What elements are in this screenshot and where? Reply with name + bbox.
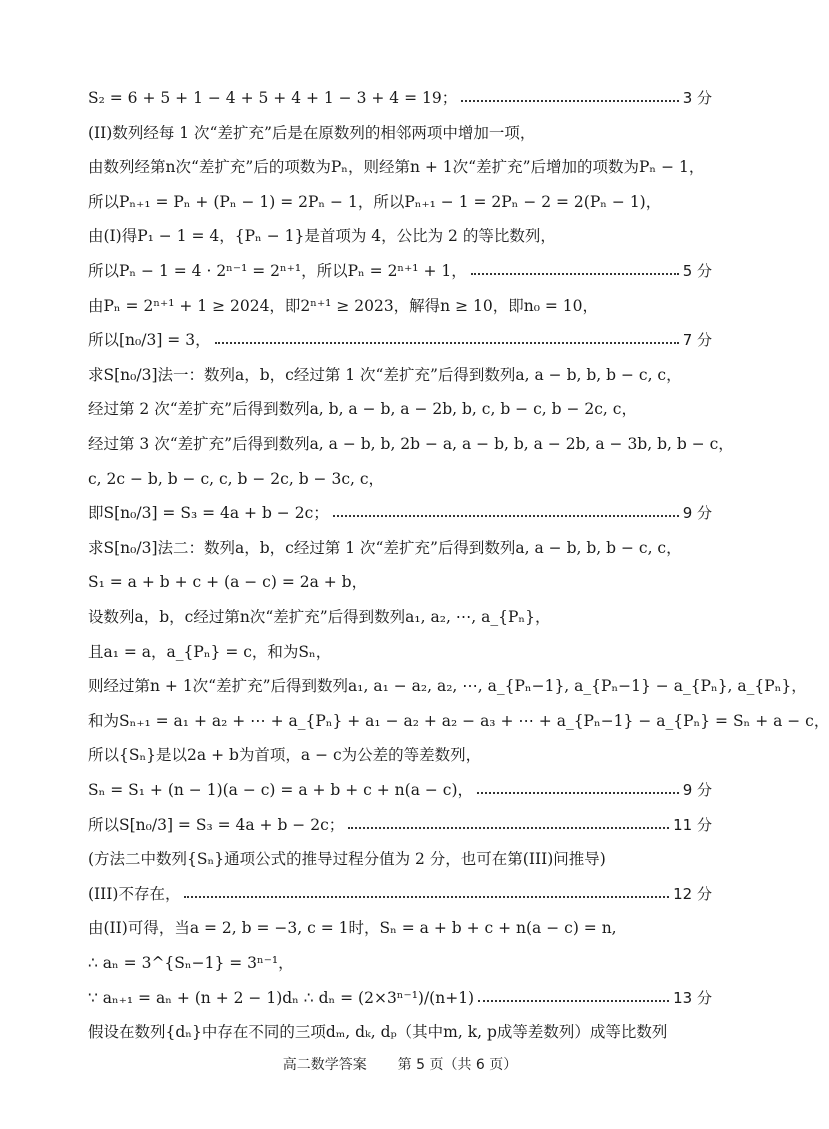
solution-line-text: 所以Pₙ₊₁ = Pₙ + (Pₙ − 1) = 2Pₙ − 1，所以Pₙ₊₁ − 1 = 2Pₙ − 2 = 2(Pₙ − 1)， [88, 192, 662, 211]
score-points: 5 分 [682, 262, 712, 280]
solution-line [88, 984, 712, 1012]
solution-line [88, 257, 712, 285]
solution-line [88, 603, 712, 631]
solution-line-text: 且a₁ = a，a_{Pₙ} = c，和为Sₙ， [88, 642, 332, 661]
solution-line [88, 1018, 712, 1046]
solution-line [88, 534, 712, 562]
solution-line [88, 430, 734, 458]
footer-course: 高二数学答案 [282, 1057, 367, 1073]
solution-line [88, 119, 712, 147]
dot-leader [471, 273, 679, 275]
solution-line-text: c, 2c − b, b − c, c, b − 2c, b − 3c, c， [88, 469, 385, 488]
solution-line [88, 361, 712, 389]
solution-line [88, 811, 712, 839]
solution-line-text: 即S[n₀/3] = S₃ = 4a + b − 2c； [88, 504, 329, 523]
solution-line-text: 经过第 2 次“差扩充”后得到数列a, b, a − b, a − 2b, b, c, b − c, b − 2c, c， [88, 400, 637, 419]
dot-leader [215, 342, 679, 344]
solution-line-text: 和为Sₙ₊₁ = a₁ + a₂ + ⋯ + a_{Pₙ} + a₁ − a₂ + a₂ − a₃ + ⋯ + a_{Pₙ−1} − a_{Pₙ} = Sₙ + a − c， [88, 711, 829, 730]
solution-line-text: 所以S[n₀/3] = S₃ = 4a + b − 2c； [88, 815, 345, 834]
solution-line-text: S₂ = 6 + 5 + 1 − 4 + 5 + 4 + 1 − 3 + 4 = 19； [88, 89, 458, 107]
solution-line [88, 568, 712, 596]
solution-line-text: Sₙ = S₁ + (n − 1)(a − c) = a + b + c + n(a − c)， [88, 781, 474, 799]
score-points: 11 分 [673, 815, 712, 834]
dot-leader [348, 827, 669, 829]
solution-line-text: (II)数列经每 1 次“差扩充”后是在原数列的相邻两项中增加一项， [88, 123, 536, 142]
solution-line [88, 707, 829, 735]
solution-line-text: ∴ aₙ = 3^{Sₙ−1} = 3ⁿ⁻¹， [88, 954, 294, 972]
solution-line-text: ∵ aₙ₊₁ = aₙ + (n + 2 − 1)dₙ ∴ dₙ = (2×3ⁿ⁻¹)/(n+1) [88, 988, 475, 1007]
score-points: 9 分 [682, 781, 712, 799]
solution-line [88, 326, 712, 354]
solution-line [88, 949, 712, 977]
footer-page-number: 第 5 页（共 6 页） [397, 1057, 518, 1073]
solution-line-text: 由数列经第n次“差扩充”后的项数为Pₙ，则经第n + 1次“差扩充”后增加的项数为Pₙ − 1， [88, 158, 705, 177]
solution-line-text: 求S[n₀/3]法二：数列a，b，c经过第 1 次“差扩充”后得到数列a, a − b, b, b − c, c， [88, 538, 682, 557]
solution-line-text: 所以{Sₙ}是以2a + b为首项，a − c为公差的等差数列， [88, 746, 482, 765]
solution-line-text: 求S[n₀/3]法一：数列a，b，c经过第 1 次“差扩充”后得到数列a, a − b, b, b − c, c， [88, 365, 682, 384]
solution-line-text: S₁ = a + b + c + (a − c) = 2a + b， [88, 573, 368, 592]
solution-line-text: 则经过第n + 1次“差扩充”后得到数列a₁, a₁ − a₂, a₂, ⋯, a_{Pₙ−1}, a_{Pₙ−1} − a_{Pₙ}, a_{Pₙ}， [88, 677, 807, 696]
solution-line-text: 由(I)得P₁ − 1 = 4，{Pₙ − 1}是首项为 4，公比为 2 的等比数列， [88, 227, 556, 246]
solution-line-text: 由(II)可得，当a = 2, b = −3, c = 1时，Sₙ = a + b + c + n(a − c) = n, [88, 919, 617, 938]
solution-line-text: 由Pₙ = 2ⁿ⁺¹ + 1 ≥ 2024，即2ⁿ⁺¹ ≥ 2023，解得n ≥ 10，即n₀ = 10， [88, 296, 598, 315]
solution-line [88, 84, 712, 112]
solution-line [88, 499, 712, 527]
dot-leader [477, 792, 679, 794]
solution-line [88, 465, 712, 493]
score-points: 13 分 [673, 988, 712, 1007]
solution-line [88, 776, 712, 804]
dot-leader [184, 896, 669, 898]
solution-line [88, 741, 712, 769]
solution-line [88, 395, 712, 423]
solution-line-text: 所以Pₙ − 1 = 4 · 2ⁿ⁻¹ = 2ⁿ⁺¹，所以Pₙ = 2ⁿ⁺¹ + 1， [88, 262, 467, 280]
solution-line-text: 所以[n₀/3] = 3， [88, 331, 211, 350]
dot-leader [461, 100, 678, 102]
solution-line [88, 638, 712, 666]
solution-line-text: (方法二中数列{Sₙ}通项公式的推导过程分值为 2 分，也可在第(III)问推导) [88, 850, 606, 869]
solution-line-text: 假设在数列{dₙ}中存在不同的三项dₘ, dₖ, dₚ（其中m, k, p成等差数列）成等比数列 [88, 1023, 668, 1042]
page-footer [0, 1055, 800, 1075]
solution-line [88, 188, 712, 216]
solution-line [88, 914, 712, 942]
solution-line [88, 880, 712, 908]
solution-line-text: 经过第 3 次“差扩充”后得到数列a, a − b, b, 2b − a, a − b, b, a − 2b, a − 3b, b, b − c， [88, 435, 734, 453]
solution-line-text: (III)不存在， [88, 884, 181, 903]
score-points: 9 分 [682, 504, 712, 523]
solution-line [88, 672, 807, 700]
dot-leader [333, 515, 679, 517]
solution-line [88, 222, 712, 250]
solution-line [88, 292, 712, 320]
solution-line [88, 153, 712, 181]
solution-line [88, 845, 712, 873]
score-points: 3 分 [682, 89, 712, 107]
solution-line-text: 设数列a，b，c经过第n次“差扩充”后得到数列a₁, a₂, ⋯, a_{Pₙ}， [88, 608, 551, 626]
dot-leader [478, 1000, 669, 1002]
score-points: 12 分 [673, 884, 712, 903]
score-points: 7 分 [682, 331, 712, 350]
